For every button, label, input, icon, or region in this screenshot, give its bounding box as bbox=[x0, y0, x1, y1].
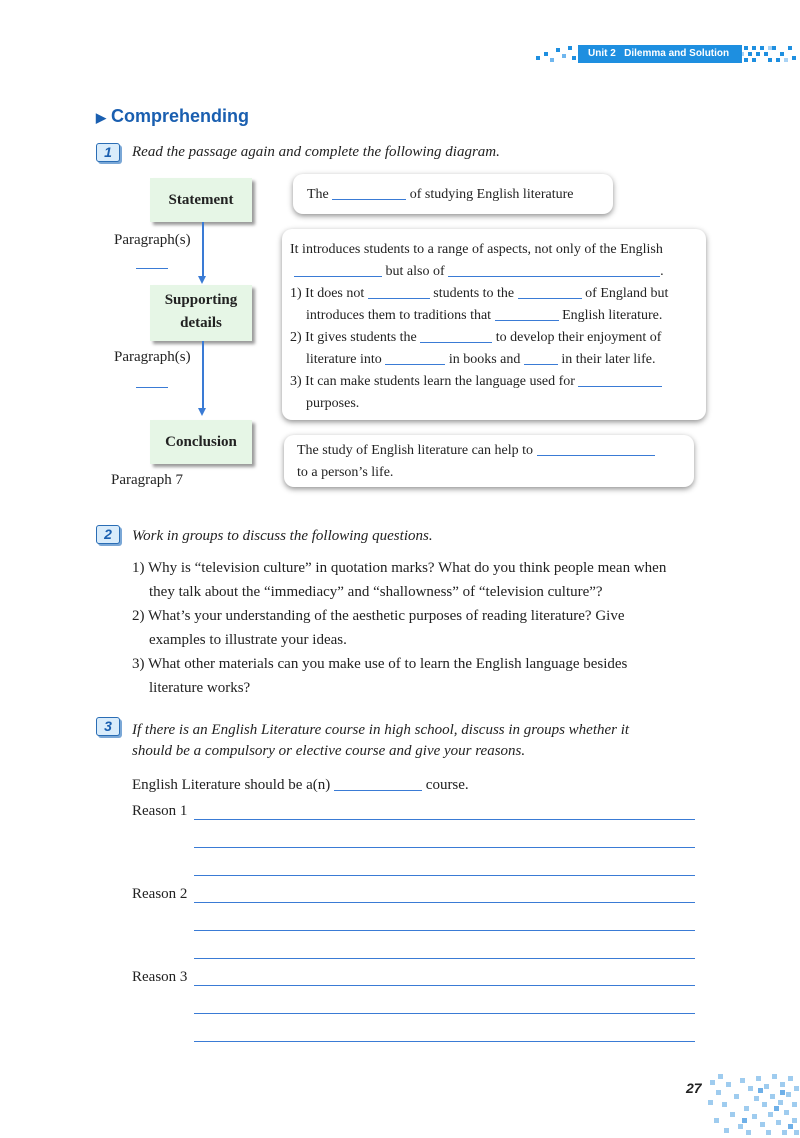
statement-label: Statement bbox=[168, 192, 234, 208]
task-1-instruction: Read the passage again and complete the following diagram. bbox=[132, 144, 500, 160]
support-blank-6[interactable] bbox=[420, 328, 492, 343]
question-2 bbox=[132, 604, 703, 652]
section-title-text: Comprehending bbox=[111, 106, 250, 126]
support-1c: of England but bbox=[585, 286, 669, 301]
paragraph-blank-2[interactable] bbox=[136, 371, 168, 388]
reason-2-writing-line[interactable] bbox=[194, 930, 695, 931]
course-type-blank[interactable] bbox=[334, 775, 422, 791]
supporting-label-line2: details bbox=[180, 315, 222, 331]
conclusion-box bbox=[150, 420, 252, 464]
unit-title: Dilemma and Solution bbox=[624, 48, 730, 59]
statement-text-before: The bbox=[307, 187, 329, 202]
question-3-line1: 3) What other materials can you make use of to learn the English language besides bbox=[132, 656, 628, 672]
support-1d: introduces them to traditions that bbox=[306, 308, 492, 323]
question-list bbox=[132, 556, 703, 700]
question-1-line1: 1) Why is “television culture” in quotation marks? What do you think people mean when bbox=[132, 560, 667, 576]
unit-label: Unit 2 bbox=[588, 48, 616, 59]
supporting-label-line1: Supporting bbox=[164, 292, 238, 308]
support-blank-1[interactable] bbox=[294, 262, 382, 277]
paragraph-label-2: Paragraph(s) bbox=[114, 349, 191, 365]
conclusion-blank[interactable] bbox=[537, 441, 655, 456]
support-1a: 1) It does not bbox=[290, 286, 365, 301]
reason-2-writing-line[interactable] bbox=[194, 958, 695, 959]
arrow-down-icon bbox=[198, 276, 206, 284]
task-3-instruction bbox=[132, 720, 629, 762]
reason-3-label: Reason 3 bbox=[132, 969, 188, 985]
task-2-number: 2 bbox=[104, 526, 112, 542]
question-3 bbox=[132, 652, 703, 700]
statement-text-after: of studying English literature bbox=[409, 187, 574, 202]
question-2-line2: examples to illustrate your ideas. bbox=[149, 632, 347, 648]
paragraph-blank-1[interactable] bbox=[136, 252, 168, 269]
arrow-down-icon bbox=[198, 408, 206, 416]
question-3-line2: literature works? bbox=[149, 680, 251, 696]
triangle-bullet-icon: ▶ bbox=[96, 110, 106, 125]
task-3-instruction-line2: should be a compulsory or elective course and give your reasons. bbox=[132, 743, 526, 759]
task-2-badge bbox=[96, 525, 120, 544]
reason-3-writing-line[interactable] bbox=[194, 985, 695, 986]
conclusion-text-2: to a person’s life. bbox=[297, 465, 394, 480]
task-3-badge bbox=[96, 717, 120, 736]
support-blank-9[interactable] bbox=[578, 372, 662, 387]
support-intro-line1: It introduces students to a range of aspects, not only of the English bbox=[290, 242, 663, 257]
reason-2-writing-line[interactable] bbox=[194, 902, 695, 903]
task-1-number: 1 bbox=[104, 144, 112, 160]
paragraph-label-1: Paragraph(s) bbox=[114, 232, 191, 248]
footer-pixel-pattern bbox=[706, 1072, 800, 1138]
reason-1-label: Reason 1 bbox=[132, 803, 188, 819]
reason-1-writing-line[interactable] bbox=[194, 875, 695, 876]
support-3a: 3) It can make students learn the language used for bbox=[290, 374, 575, 389]
conclusion-text-1: The study of English literature can help to bbox=[297, 443, 533, 458]
task-1-badge bbox=[96, 143, 120, 162]
question-1-line2: they talk about the “immediacy” and “shallowness” of “television culture”? bbox=[149, 584, 603, 600]
task-2-instruction: Work in groups to discuss the following questions. bbox=[132, 528, 433, 544]
support-2b: to develop their enjoyment of bbox=[495, 330, 662, 345]
reason-3-writing-line[interactable] bbox=[194, 1041, 695, 1042]
supporting-details-box bbox=[150, 285, 252, 341]
question-2-line1: 2) What’s your understanding of the aesthetic purposes of reading literature? Give bbox=[132, 608, 625, 624]
support-intro-2a: but also of bbox=[385, 264, 445, 279]
connector-line bbox=[202, 222, 204, 276]
course-statement-after: course. bbox=[425, 777, 469, 793]
support-blank-7[interactable] bbox=[385, 350, 445, 365]
course-statement bbox=[132, 775, 469, 794]
statement-blank[interactable] bbox=[332, 185, 406, 200]
conclusion-label: Conclusion bbox=[165, 434, 237, 450]
support-2d: in books and bbox=[448, 352, 521, 367]
support-blank-2[interactable] bbox=[448, 262, 660, 277]
support-1b: students to the bbox=[433, 286, 515, 301]
support-blank-4[interactable] bbox=[518, 284, 582, 299]
support-blank-8[interactable] bbox=[524, 350, 558, 365]
reason-3-writing-line[interactable] bbox=[194, 1013, 695, 1014]
connector-line bbox=[202, 341, 204, 408]
page-number: 27 bbox=[686, 1080, 702, 1096]
support-3b: purposes. bbox=[306, 396, 360, 411]
reason-1-writing-line[interactable] bbox=[194, 819, 695, 820]
section-title bbox=[96, 106, 249, 127]
paragraph-label-3: Paragraph 7 bbox=[111, 472, 184, 488]
support-2e: in their later life. bbox=[561, 352, 656, 367]
reason-1-writing-line[interactable] bbox=[194, 847, 695, 848]
question-1 bbox=[132, 556, 703, 604]
unit-header bbox=[578, 45, 742, 63]
statement-box bbox=[150, 178, 252, 222]
support-1e: English literature. bbox=[562, 308, 663, 323]
course-statement-before: English Literature should be a(n) bbox=[132, 777, 331, 793]
conclusion-text-box bbox=[284, 435, 694, 487]
support-blank-3[interactable] bbox=[368, 284, 430, 299]
task-3-instruction-line1: If there is an English Literature course in high school, discuss in groups whether it bbox=[132, 722, 630, 738]
task-3-number: 3 bbox=[104, 718, 112, 734]
reason-2-label: Reason 2 bbox=[132, 886, 188, 902]
supporting-text-box bbox=[282, 229, 706, 420]
support-2c: literature into bbox=[306, 352, 382, 367]
support-intro-2b: . bbox=[660, 264, 664, 279]
statement-text-box bbox=[293, 174, 613, 214]
support-blank-5[interactable] bbox=[495, 306, 559, 321]
support-2a: 2) It gives students the bbox=[290, 330, 417, 345]
